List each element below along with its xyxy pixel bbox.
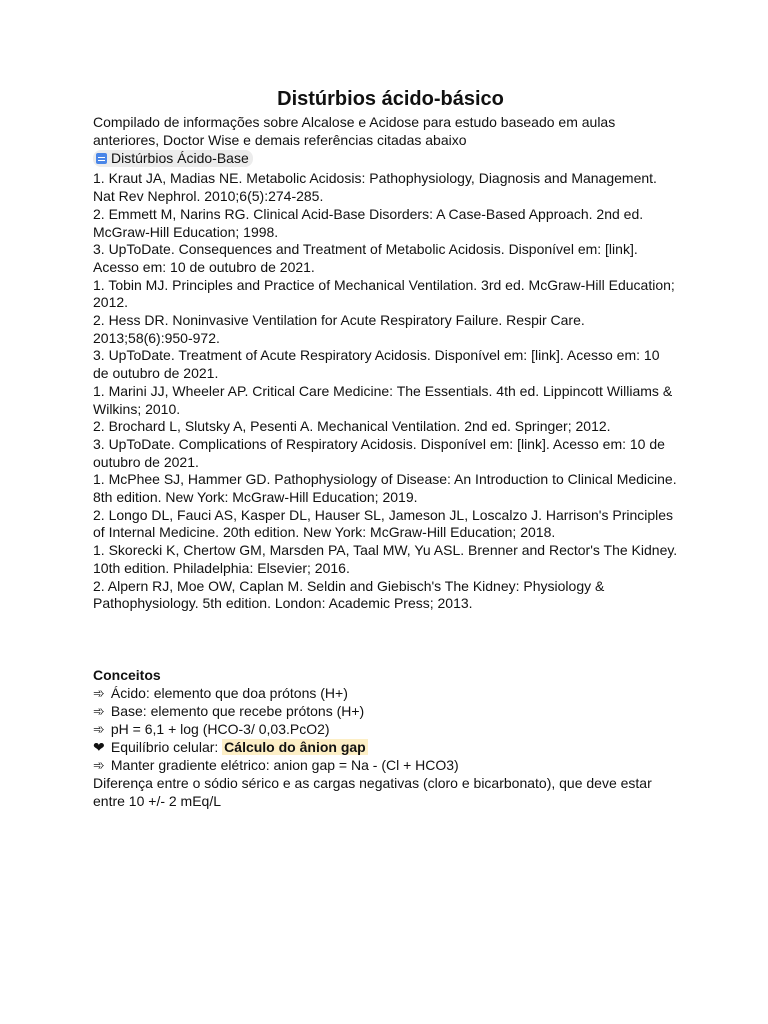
concept-text: Manter gradiente elétrico: anion gap = Na - (Cl + HCO3) [110,756,459,773]
reference-item: 1. Kraut JA, Madias NE. Metabolic Acidosis: Pathophysiology, Diagnosis and Management. Nat Rev Nephrol. 2010;6(5):274-285. [93,170,657,205]
concept-text: Base: elemento que recebe prótons (H+) [110,702,365,719]
reference-list [93,170,678,613]
arrow-icon: ➾ [93,720,105,737]
reference-item: 3. UpToDate. Treatment of Acute Respiratory Acidosis. Disponível em: [link]. Acesso em: 10 de outubro de 2021. [93,347,660,382]
linked-doc-chip[interactable] [93,150,253,167]
reference-item: 2. Longo DL, Fauci AS, Kasper DL, Hauser SL, Jameson JL, Loscalzo J. Harrison's Principles of Internal Medicine. 20th edition. New York: McGraw-Hill Education; 2018. [93,506,674,541]
page-title: Distúrbios ácido-básico [277,88,504,110]
reference-item: 2. Emmett M, Narins RG. Clinical Acid-Base Disorders: A Case-Based Approach. 2nd ed. McGraw-Hill Education; 1998. [93,205,644,240]
reference-item: 3. UpToDate. Consequences and Treatment of Metabolic Acidosis. Disponível em: [link]. Acesso em: 10 de outubro de 2021. [93,241,638,275]
document-page [93,86,678,810]
page-subtitle: Compilado de informações sobre Alcalose e Acidose para estudo baseado em aulas anteriores, Doctor Wise e demais referências citadas abaixo [93,114,616,148]
concept-item-ph [93,720,678,738]
arrow-icon: ➾ [93,756,105,773]
reference-item: 1. Marini JJ, Wheeler AP. Critical Care Medicine: The Essentials. 4th ed. Lippincott Williams & Wilkins; 2010. [93,382,673,417]
reference-item: 1. McPhee SJ, Hammer GD. Pathophysiology of Disease: An Introduction to Clinical Medicine. 8th edition. New York: McGraw-Hill Education; 2019. [93,471,677,506]
concepts-heading: Conceitos [93,666,161,683]
linked-doc-label: Distúrbios Ácido-Base [111,150,249,167]
concept-text: Ácido: elemento que doa prótons (H+) [110,684,348,701]
arrow-icon: ➾ [93,702,105,719]
concept-item-acid [93,684,678,702]
concept-text: Equilíbrio celular: [110,738,223,755]
anion-gap-highlight: Cálculo do ânion gap [224,738,366,755]
reference-item: 1. Skorecki K, Chertow GM, Marsden PA, Taal MW, Yu ASL. Brenner and Rector's The Kidney. 10th edition. Philadelphia: Elsevier; 2016. [93,542,678,576]
concept-item-gradient [93,756,678,774]
concepts-section [93,666,678,810]
reference-item: 1. Tobin MJ. Principles and Practice of Mechanical Ventilation. 3rd ed. McGraw-Hill Education; 2012. [93,276,675,311]
reference-item: 2. Alpern RJ, Moe OW, Caplan M. Seldin and Giebisch's The Kidney: Physiology & Pathophysiology. 5th edition. London: Academic Press; 2013. [93,577,605,612]
reference-item: 2. Brochard L, Slutsky A, Pesenti A. Mechanical Ventilation. 2nd ed. Springer; 2012. [93,418,611,435]
concepts-list [93,684,678,774]
heart-icon: ❤ [93,738,105,755]
reference-item: 2. Hess DR. Noninvasive Ventilation for Acute Respiratory Failure. Respir Care. 2013;58(6):950-972. [93,312,585,346]
reference-item: 3. UpToDate. Complications of Respiratory Acidosis. Disponível em: [link]. Acesso em: 10 de outubro de 2021. [93,435,665,470]
concept-text: pH = 6,1 + log (HCO-3/ 0,03.PcO2) [110,720,330,737]
concept-item-equilibrium [93,738,678,756]
document-icon [96,153,107,164]
concept-item-base [93,702,678,720]
arrow-icon: ➾ [93,684,105,701]
anion-gap-explanation: Diferença entre o sódio sérico e as cargas negativas (cloro e bicarbonato), que deve estar entre 10 +/- 2 mEq/L [93,774,652,809]
